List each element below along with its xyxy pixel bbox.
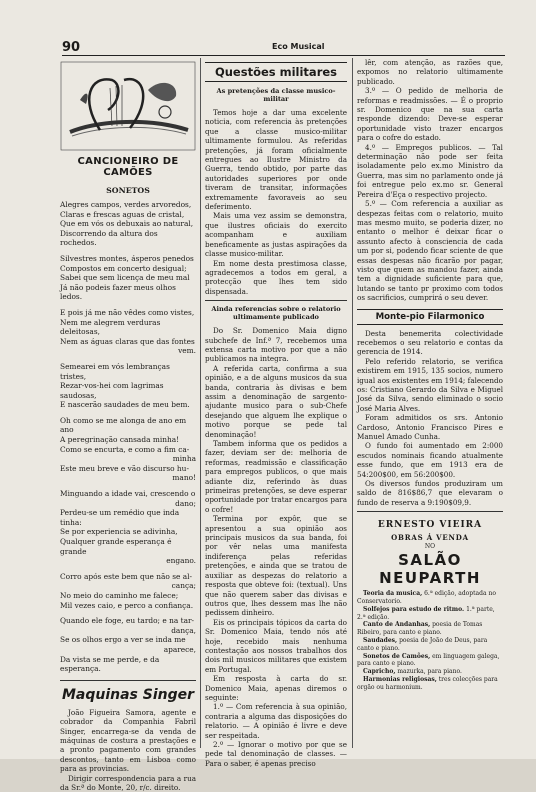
stanza (60, 572, 196, 610)
header-rule (62, 55, 505, 56)
column-divider (352, 58, 353, 748)
stanza (60, 200, 196, 248)
page-header (62, 40, 502, 56)
verse-line: Compostos em concerto desigual; (60, 263, 187, 273)
book-title: Teoria da musica, (363, 590, 423, 598)
article-relatorio (205, 326, 347, 768)
verse-line: Semearei em vós lembranças tristes, (60, 361, 170, 381)
verse-line: dano; (175, 498, 196, 508)
verse-line: Nem as águas claras que das fontes (60, 336, 195, 346)
verse-line: vem. (178, 346, 196, 356)
column-right (357, 58, 503, 692)
verse-line: Se os olhos ergo a ver se inda me (60, 635, 186, 645)
book-title: Solfejos para estudo de ritmo. (363, 605, 465, 613)
ad-no: NO (424, 543, 436, 551)
paragraph: 4.º — Empregos publicos. — Tal determinação não pode ser feita isoladamente pelo ex.mo Ministro da Guerra, mas sim no parlamento onde já foi entregue pelo ex.mo sr. General Pereira d'Eça o respectivo projecto. (357, 142, 503, 199)
book-desc: em linguagem galega, para canto e piano. (357, 652, 500, 668)
paragraph: Em resposta à carta do sr. Domenico Maia, apenas diremos o seguinte: (205, 674, 347, 702)
book-desc: tres colecções para orgão ou harmonium. (357, 676, 498, 691)
book-item (357, 668, 503, 676)
paragraph: Os diversos fundos produziram um saldo de 816$86,7 que elevaram o fundo de reserva a 9:190$09,9. (357, 479, 503, 507)
book-item (357, 590, 503, 606)
book-item (357, 676, 503, 692)
verse-line: cança; (171, 581, 196, 591)
ad-salao-neuparth: SALÃO NEUPARTH (379, 551, 481, 588)
paragraph: Do Sr. Domenico Maia digno subchefe de Inf.ª 7, recebemos uma extensa carta motivo por que a não publicamos na integra. (205, 326, 347, 364)
paragraph: Pelo referido relatorio, se verifica existirem em 1915, 135 socios, numero igual aos existentes em 1914; falecendo os: Cristiano Gerardo da Silva e Miguel José da Silva, sendo eliminado o socio José Maria Alves. (357, 356, 503, 413)
verse-line: dança, (171, 625, 196, 635)
verse-line: Este meu breve e vão discurso hu- (60, 463, 189, 473)
stanza (60, 616, 196, 674)
verse-line: Que em vós os debuxais ao natural, (60, 219, 194, 229)
decorative-lyre-emblem (60, 60, 196, 152)
verse-line: Oh como se me alonga de ano em ano (60, 415, 187, 435)
paragraph: lêr, com atenção, as razões que, expomos no relatorio ultimamente publicado. (357, 58, 503, 86)
paragraph: Termina por expôr, que se apresentou a sua opinião aos principais musicos da sua banda, foi por vêr nelas uma manifesta indiferença pelas referidas pretenções, e ainda que se tratou de auxiliar as despezas do relatorio a resposta que obteve foi: (textual). Uns que não querem saber das divisas e outros que, lhes dessem mas lhe não pedissem dinheiro. (205, 514, 347, 618)
stanza (60, 416, 196, 483)
verse-line: mano! (172, 473, 196, 483)
paragraph: Em nome desta prestimosa classe, agradecemos a todos em geral, a protecção que lhes tem sido dispensada. (205, 258, 347, 296)
ad-obras-heading: OBRAS Á VENDA (391, 533, 469, 543)
column-left (60, 60, 196, 792)
paragraph: 2.º — Ignorar o motivo por que se pede tal denominação de classes. — Para o saber, é apenas preciso (205, 740, 347, 768)
paragraph: Mais uma vez assim se demonstra, que ilustres oficiais do exercito acompanham e auxiliam beneficamente as justas aspirações da classe musico-militar. (205, 211, 347, 259)
stanza (60, 254, 196, 302)
paragraph: João Figueira Samora, agente e cobrador da Companhia Fabril Singer, encarrega-se da venda de máquinas de costura a prestações e a pronto pagamento com grandes descontos, tanto em Lisboa como para as provincias. (60, 707, 196, 774)
advertiser-name: ERNESTO VIEIRA (377, 520, 483, 531)
subsection-sonetos: SONETOS (106, 186, 150, 195)
book-item (357, 653, 503, 669)
verse-line: Rezar-vos-hei com lagrimas saudosas, (60, 381, 164, 400)
article-montepio (357, 329, 503, 508)
book-title: Harmonias religiosas, (363, 676, 437, 684)
verse-line: Quando ele foge, eu tardo; e na tar- (60, 616, 195, 626)
book-title: Sonetos de Camões, (363, 652, 431, 660)
section-divider (357, 511, 503, 512)
page-number: 90 (62, 40, 81, 55)
verse-line: Silvestres montes, ásperos penedos (60, 253, 194, 263)
column-divider (200, 58, 201, 748)
book-title: Canto de Andanhas, (363, 621, 431, 629)
book-desc: poesia de João de Deus, para canto e piano. (357, 637, 488, 652)
stanza (60, 308, 196, 356)
verse-line: Minguando a idade vai, crescendo o (60, 489, 196, 499)
verse-line: Da vista se me perde, e da esperança. (60, 654, 160, 674)
section-title-questoes: Questões militares (205, 62, 347, 82)
book-item (357, 637, 503, 653)
paragraph: Tambem informa que os pedidos a fazer, deviam ser de: melhoria de reformas, readmissão e classificação para empregos publicos, o que mais adiante diz, referindo às duas primeiras pretenções, se deve esperar oportunidade por tratar encargos para o cofre! (205, 439, 347, 514)
book-item (357, 621, 503, 637)
verse-line: Claras e frescas aguas de cristal, (60, 209, 185, 219)
book-desc: poesia de Tomas Ribeiro, para canto e piano. (357, 621, 483, 637)
article-military (205, 108, 347, 296)
paragraph: O fundo foi aumentado em 2:000 escudos nominais ficando atualmente esse fundo, que em 1913 era de 54:200$00, em 56:200$00. (357, 441, 503, 479)
book-desc: 6.ª edição, adoptada no Conservatorio. (357, 590, 496, 606)
paragraph: 5.º — Com referencia a auxiliar as despezas feitas com o relatorio, muito mas mesmo muito, se poderia dizer, no entanto o melhor é deixar ficar o assunto afecto à consciencia de cada um por si, podendo ficar sciente de que essas despesas não ficarão por pagar, visto que quem as mandou fazer, ainda tem a dignidade suficiente para que, lutando se tanto pr proximo com todos os sacrificios, cumprirá o seu dever. (357, 199, 503, 303)
verse-line: minha (172, 454, 196, 464)
sonnet-verses (60, 200, 196, 674)
column-center (205, 62, 347, 768)
paragraph: 1.º — Com referencia à sua opinião, contraria a alguma das disposições do relatorio. — A opinião é livre e deve ser respeitada. (205, 702, 347, 740)
verse-line: Sabei que sem licença de meu mal (60, 273, 190, 283)
verse-line: Como se encurta, e como a fim ca- (60, 444, 190, 454)
section-title-cancioneiro: CANCIONEIRO DE CAMÕES (77, 156, 179, 178)
verse-line: engano. (166, 556, 196, 566)
verse-line: A peregrinação cansada minha! (60, 435, 180, 445)
book-desc: mazurka, para piano. (397, 668, 462, 676)
paragraph: Eis os principais tópicos da carta do Sr. Domenico Maia, tendo nós até hoje, recebido mais nenhuma contestação aos nossos trabalhos dos dois mil musicos militares que existem em Portugal. (205, 617, 347, 674)
stanza (60, 362, 196, 410)
publication-title: Eco Musical (272, 42, 325, 51)
verse-line: Mil vezes caio, e perco a confiança. (60, 600, 194, 610)
section-title-montepio: Monte-pio Filarmonico (357, 309, 503, 325)
verse-line: Perdeu-se um remédio que inda tinha: (60, 508, 180, 527)
subheading: Ainda referencias sobre o relatorio ultimamente publicado (211, 305, 341, 322)
book-title: Saudades, (363, 637, 398, 645)
verse-line: Já não podeis fazer meus olhos ledos. (60, 282, 176, 302)
section-divider (205, 300, 347, 301)
paragraph: A referida carta, confirma a sua opinião, e a de alguns musicos da sua banda, contraria às divisas e bem assim a denominação de sargento-ajudante musico para o sub-Chefe desejando que alguem lhe explique o motivo porque se pede tal denominação! (205, 363, 347, 439)
singer-article (60, 708, 196, 792)
book-item (357, 606, 503, 622)
verse-line: Corro após este bem que não se al- (60, 571, 192, 581)
article-continuation (357, 58, 503, 303)
book-list (357, 590, 503, 691)
book-title: Capricho, (363, 668, 396, 676)
verse-line: Se por experiencia se adivinha, (60, 527, 178, 537)
paragraph: 3.º — O pedido de melhoria de reformas e readmissões. — É o proprio sr. Domenico que na sua carta responde dizendo: Deve-se esperar oportunidade visto trazer encargos para o cofre do estado. (357, 86, 503, 143)
paragraph: Temos hoje a dar uma excelente noticia, com referencia às pretenções que a classe musico-militar ultimamente formulou. As referidas pretenções, já foram oficialmente entregues ao Ilustre Ministro da Guerra, tendo obtido, por parte das autoridades superiores por onde tiveram de transitar, informações extremamente favoraveis ao seu deferimento. (205, 108, 347, 212)
stanza (60, 489, 196, 566)
verse-line: Alegres campos, verdes arvoredos, (60, 200, 192, 209)
book-desc: 1.ª parte, 2.ª edição. (357, 605, 495, 621)
section-title-singer: Maquinas Singer (61, 686, 195, 703)
verse-line: Discorrendo da altura dos rochedos. (60, 228, 158, 248)
verse-line: Qualquer grande esperança é grande (60, 537, 172, 556)
paragraph: Dirigir correspondencia para a rua da Sr.ª do Monte, 20, r/c. direito. (60, 773, 196, 792)
section-divider (60, 680, 196, 681)
subheading: As pretenções da classe musico-militar (216, 87, 336, 103)
verse-line: E pois já me não vêdes como vistes, (60, 307, 195, 317)
verse-line: E nascerão saudades de meu bem. (60, 400, 190, 410)
paragraph: Foram admitidos os srs. Antonio Cardoso, Antonio Francisco Pires e Manuel Amado Cunha. (357, 413, 503, 442)
verse-line: Nem me alegrem verduras deleitosas, (60, 317, 161, 337)
verse-line: aparece, (163, 644, 196, 654)
paragraph: Desta benemerita colectividade recebemos o seu relatorio e contas da gerencia de 1914. (357, 328, 503, 357)
verse-line: No meio do caminho me falece; (60, 590, 179, 600)
